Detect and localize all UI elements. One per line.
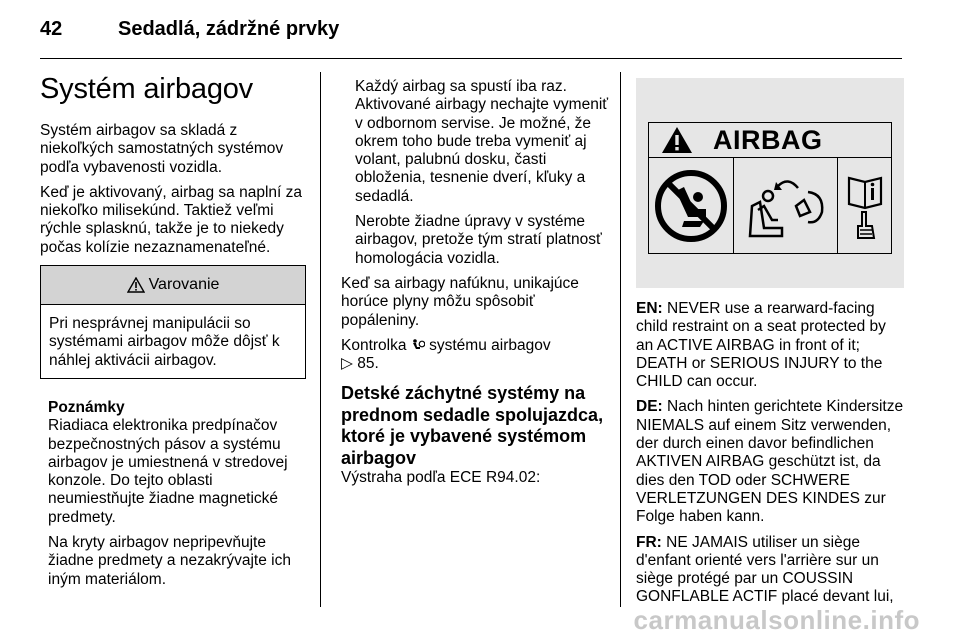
paragraph: Výstraha podľa ECE R94.02: xyxy=(341,469,541,487)
airbag-lamp-icon xyxy=(411,338,425,352)
chapter-title: Sedadlá, zádržné prvky xyxy=(118,18,340,40)
column-2 xyxy=(341,78,613,495)
airbag-label-text: AIRBAG xyxy=(713,124,823,155)
warning-text: Pri nesprávnej manipulácii so systémami airbagov môže dôjsť k náhlej aktivácii airbagov. xyxy=(49,315,280,369)
column-divider-1 xyxy=(320,72,321,607)
header-divider xyxy=(40,58,902,59)
warning-fr: FR: NE JAMAIS utiliser un siège d'enfant orienté vers l'arrière sur un siège protégé par un COUSSIN GONFLABLE ACTIF placé devant lui, xyxy=(636,533,894,606)
note-paragraph: Riadiaca elektronika predpínačov bezpečnostných pásov a systému airbagov je umiestnená v stredovej konzole. Do tejto oblasti neumiestňujte žiadne magnetické predmety. xyxy=(48,417,288,526)
subsection-heading: Detské záchytné systémy na prednom sedadle spolujazdca, ktoré je vybavené systémom airbagov xyxy=(341,383,604,468)
column-divider-2 xyxy=(620,72,621,607)
page-header xyxy=(40,18,339,48)
note-title: Poznámky xyxy=(48,398,125,416)
paragraph: Systém airbagov sa skladá z niekoľkých samostatných systémov podľa vybavenosti vozidla. xyxy=(40,122,284,176)
warning-triangle-icon xyxy=(127,277,145,293)
airbag-label-bar xyxy=(648,122,892,158)
airbag-warning-figure xyxy=(636,78,904,288)
paragraph: Keď je aktivovaný, airbag sa naplní za niekoľko milisekúnd. Taktiež veľmi rýchle splasknú, takže je to niekedy počas kolízie nezaznamenateľné. xyxy=(40,183,302,256)
note-paragraph: Na kryty airbagov nepripevňujte žiadne predmety a nezakrývajte ich iným materiálom. xyxy=(48,534,291,588)
page-number: 42 xyxy=(40,18,63,40)
warning-triangle-icon xyxy=(660,125,694,155)
warning-box xyxy=(40,265,306,379)
section-title: Systém airbagov xyxy=(40,73,253,105)
page-ref-arrow-icon: ▷ xyxy=(341,355,353,373)
page-ref[interactable]: 85 xyxy=(357,355,375,373)
warning-de: DE: Nach hinten gerichtete Kindersitze NIEMALS auf einem Sitz verwenden, der durch einen davor befindlichen AKTIVEN AIRBAG geschützt ist, da dies den TOD oder SCHWERE VERLETZUNGEN DES KINDES zur Folge haben kann. xyxy=(636,398,904,526)
column-1 xyxy=(40,72,306,596)
paragraph: Nerobte žiadne úpravy v systéme airbagov, pretože tým stratí platnosť homologácia vozidla. xyxy=(355,213,602,267)
no-child-seat-icon xyxy=(649,158,733,253)
note-block xyxy=(40,399,306,589)
paragraph: Keď sa airbagy nafúknu, unikajúce horúce plyny môžu spôsobiť popáleniny. xyxy=(341,274,579,329)
warning-en: EN: NEVER use a rearward-facing child restraint on a seat protected by an ACTIVE AIRBAG in front of it; DEATH or SERIOUS INJURY to the CHILD can occur. xyxy=(636,300,886,391)
warning-title: Varovanie xyxy=(148,275,220,293)
indented-block xyxy=(341,78,613,268)
paragraph: Kontrolka systému airbagov ▷ 85. xyxy=(341,336,551,373)
column-3-text xyxy=(636,300,904,614)
read-manual-icon xyxy=(837,158,891,253)
airbag-deploy-icon xyxy=(733,158,837,253)
watermark: carmanualsonline.info xyxy=(633,605,920,635)
airbag-lamp-prefix: Kontrolka xyxy=(341,336,407,354)
paragraph: Každý airbag sa spustí iba raz. Aktivované airbagy nechajte vymeniť v odbornom servise. Je možné, že okrem toho bude treba vymeniť aj volant, palubnú dosku, časti obloženia, tesnenie dverí, kľuky a sedadlá. xyxy=(355,78,609,205)
warning-header xyxy=(41,266,305,305)
airbag-lamp-suffix: systému airbagov xyxy=(429,336,551,354)
